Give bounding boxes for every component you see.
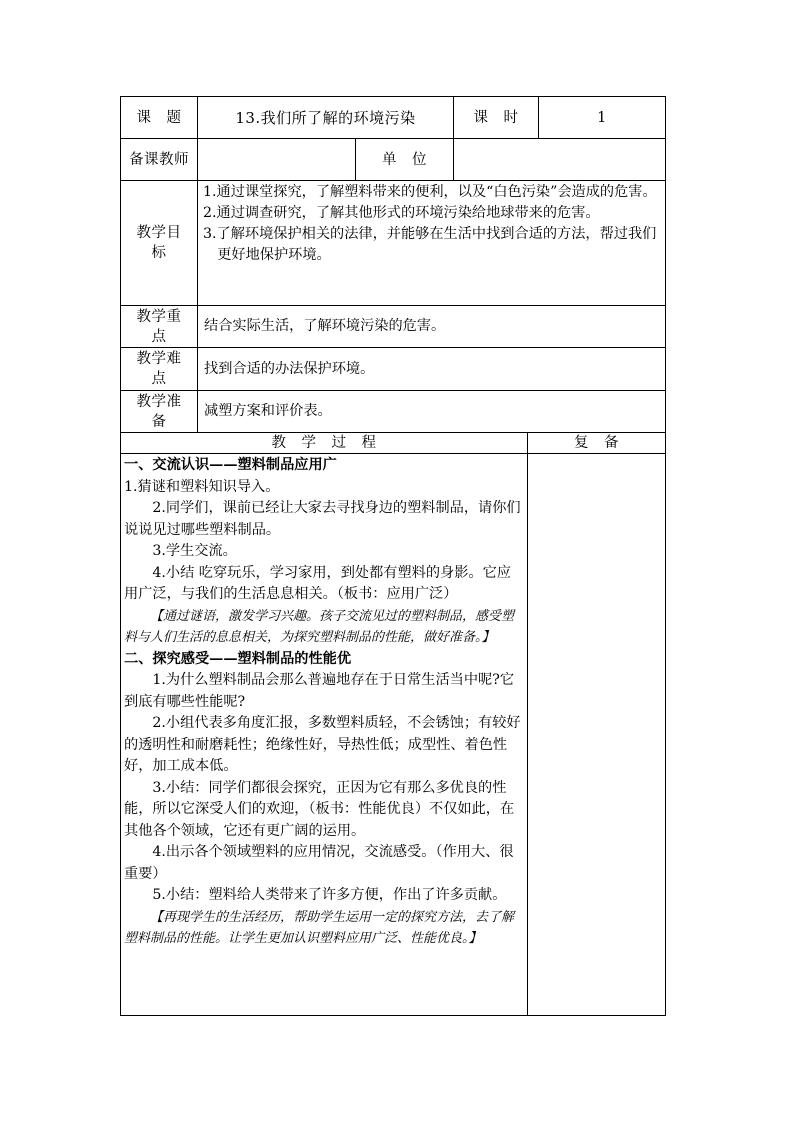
review-header: 复 备 — [574, 435, 619, 451]
process-step: 2.同学们，课前已经让大家去寻找身边的塑料制品，请你们说说见过哪些塑料制品。 — [124, 500, 521, 538]
process-step: 4.小结 吃穿玩乐，学习家用，到处都有塑料的身影。它应用广泛，与我们的生活息息相关。（板书：应用广泛） — [124, 564, 511, 602]
preparation-label: 教学准备 — [136, 393, 182, 430]
objectives-label: 教学目标 — [136, 225, 182, 261]
teacher-value — [198, 139, 355, 180]
process-step: 1.为什么塑料制品会那么普遍地存在于日常生活当中呢?它到底有哪些性能呢? — [124, 672, 515, 710]
process-header: 教 学 过 程 — [271, 435, 377, 451]
objective-line: 1.通过课堂探究，了解塑料带来的便利，以及“白色污染”会造成的危害。 — [203, 184, 657, 200]
difficulties-label: 教学难点 — [136, 351, 182, 387]
preparation-value: 减塑方案和评价表。 — [204, 403, 332, 419]
key-points-label: 教学重点 — [136, 308, 182, 345]
topic-label: 课 题 — [136, 109, 182, 126]
process-step: 5.小结：塑料给人类带来了许多方便，作出了许多贡献。 — [152, 887, 507, 903]
design-note: 【再现学生的生活经历，帮助学生运用一定的探究方法，去了解塑料制品的性能。让学生更加认识塑料应用广泛、性能优良。】 — [124, 909, 515, 946]
row-divider — [120, 180, 666, 181]
objective-line: 3.了解环境保护相关的法律，并能够在生活中找到合适的方法，帮过我们 — [203, 226, 657, 242]
teacher-label: 备课教师 — [129, 151, 189, 168]
process-step: 3.学生交流。 — [152, 543, 237, 559]
unit-label: 单 位 — [382, 151, 427, 168]
difficulties-value: 找到合适的办法保护环境。 — [204, 360, 375, 377]
period-value: 1 — [597, 109, 607, 126]
topic-value: 13.我们所了解的环境污染 — [235, 108, 416, 127]
process-content — [124, 455, 523, 1013]
review-content — [528, 454, 665, 1015]
section-heading: 二、探究感受——塑料制品的性能优 — [124, 650, 352, 667]
objective-line: 2.通过调查研究，了解其他形式的环境污染给地球带来的危害。 — [203, 205, 600, 221]
objectives-content — [203, 182, 663, 304]
process-step: 3.小结：同学们都很会探究，正因为它有那么多优良的性能，所以它深受人们的欢迎，（板书：性能优良）不仅如此，在其他各个领域，它还有更广阔的运用。 — [124, 779, 515, 839]
table-right-border — [665, 96, 666, 1016]
objective-line: 更好地保护环境。 — [203, 247, 331, 263]
table-bottom-border — [120, 1015, 666, 1016]
process-step: 1.猜谜和塑料知识导入。 — [124, 478, 280, 495]
unit-value — [454, 139, 665, 180]
design-note: 【通过谜语，激发学习兴趣。孩子交流见过的塑料制品，感受塑料与人们生活的息息相关，为探究塑料制品的性能，做好准备。】 — [124, 608, 515, 645]
table-left-border — [120, 96, 121, 1016]
section-heading: 一、交流认识——塑料制品应用广 — [124, 457, 337, 473]
process-step: 4.出示各个领域塑料的应用情况，交流感受。（作用大、很重要） — [124, 844, 514, 882]
period-label: 课 时 — [473, 109, 519, 126]
key-points-value: 结合实际生活，了解环境污染的危害。 — [204, 318, 446, 334]
process-step: 2.小组代表多角度汇报，多数塑料质轻，不会锈蚀；有较好的透明性和耐磨耗性；绝缘性好，导热性低；成型性、着色性好，加工成本低。 — [124, 715, 521, 774]
